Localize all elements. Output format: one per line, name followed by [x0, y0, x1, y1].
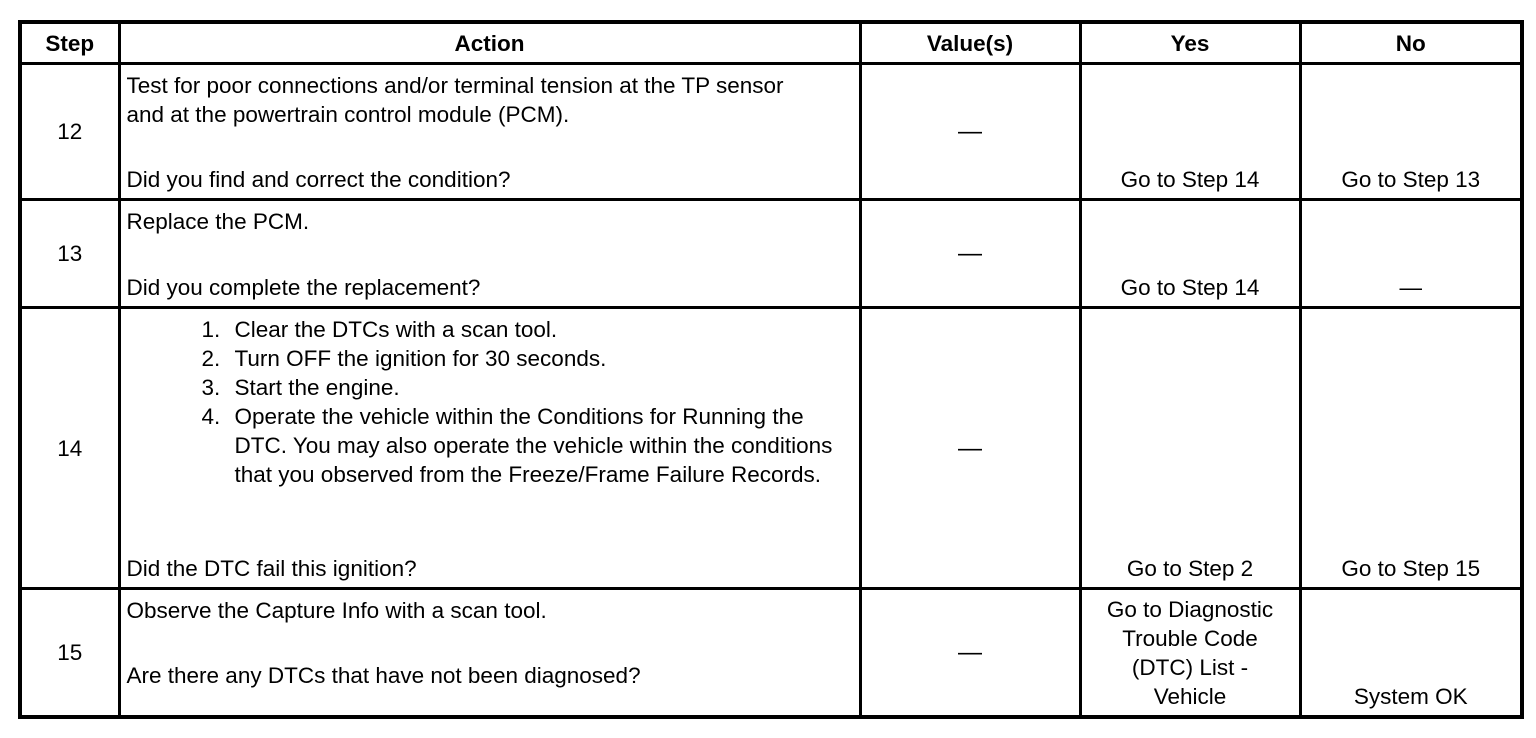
header-no: No	[1300, 22, 1522, 64]
action-text: Observe the Capture Info with a scan tool.	[126, 598, 547, 624]
value-cell: —	[860, 64, 1080, 200]
yes-cell	[1080, 589, 1300, 717]
yes-cell: Go to Step 14	[1080, 200, 1300, 308]
header-yes: Yes	[1080, 22, 1300, 64]
diagnostic-table	[18, 20, 1524, 719]
yes-cell: Go to Step 14	[1080, 64, 1300, 200]
question-text: Did the DTC fail this ignition?	[126, 556, 417, 582]
action-cell	[119, 589, 860, 717]
list-item: 1. Clear the DTCs with a scan tool.	[227, 315, 853, 344]
value-cell: —	[860, 200, 1080, 308]
question-text: Did you complete the replacement?	[126, 275, 481, 301]
step-number: 14	[20, 308, 119, 589]
list-item: 3. Start the engine.	[227, 373, 853, 402]
action-text: Replace the PCM.	[126, 209, 310, 235]
table-row	[20, 200, 1522, 308]
list-item: 4. Operate the vehicle within the Conditions for Running the DTC. You may also operate the vehicle within the conditions that you observed from the Freeze/Frame Failure Records.	[227, 402, 835, 489]
question-text: Are there any DTCs that have not been diagnosed?	[126, 663, 641, 689]
value-cell: —	[860, 589, 1080, 717]
no-cell: Go to Step 13	[1300, 64, 1522, 200]
yes-cell: Go to Step 2	[1080, 308, 1300, 589]
value-cell: —	[860, 308, 1080, 589]
step-number: 12	[20, 64, 119, 200]
header-row	[20, 22, 1522, 64]
action-cell	[119, 308, 860, 589]
action-list	[127, 315, 853, 489]
list-item: 2. Turn OFF the ignition for 30 seconds.	[227, 344, 853, 373]
no-cell: —	[1300, 200, 1522, 308]
no-cell: Go to Step 15	[1300, 308, 1522, 589]
no-cell: System OK	[1300, 589, 1522, 717]
action-text: Test for poor connections and/or terminal tension at the TP sensor and at the powertrain control module (PCM).	[126, 73, 784, 127]
table-row	[20, 308, 1522, 589]
step-number: 13	[20, 200, 119, 308]
step-number: 15	[20, 589, 119, 717]
question-text: Did you find and correct the condition?	[126, 167, 511, 193]
table-row	[20, 64, 1522, 200]
action-cell	[119, 200, 860, 308]
header-values: Value(s)	[860, 22, 1080, 64]
table-row	[20, 589, 1522, 717]
action-cell	[119, 64, 860, 200]
yes-link-text: Go to Diagnostic Trouble Code (DTC) List - Vehicle	[1106, 597, 1274, 709]
header-step: Step	[20, 22, 119, 64]
header-action: Action	[119, 22, 860, 64]
